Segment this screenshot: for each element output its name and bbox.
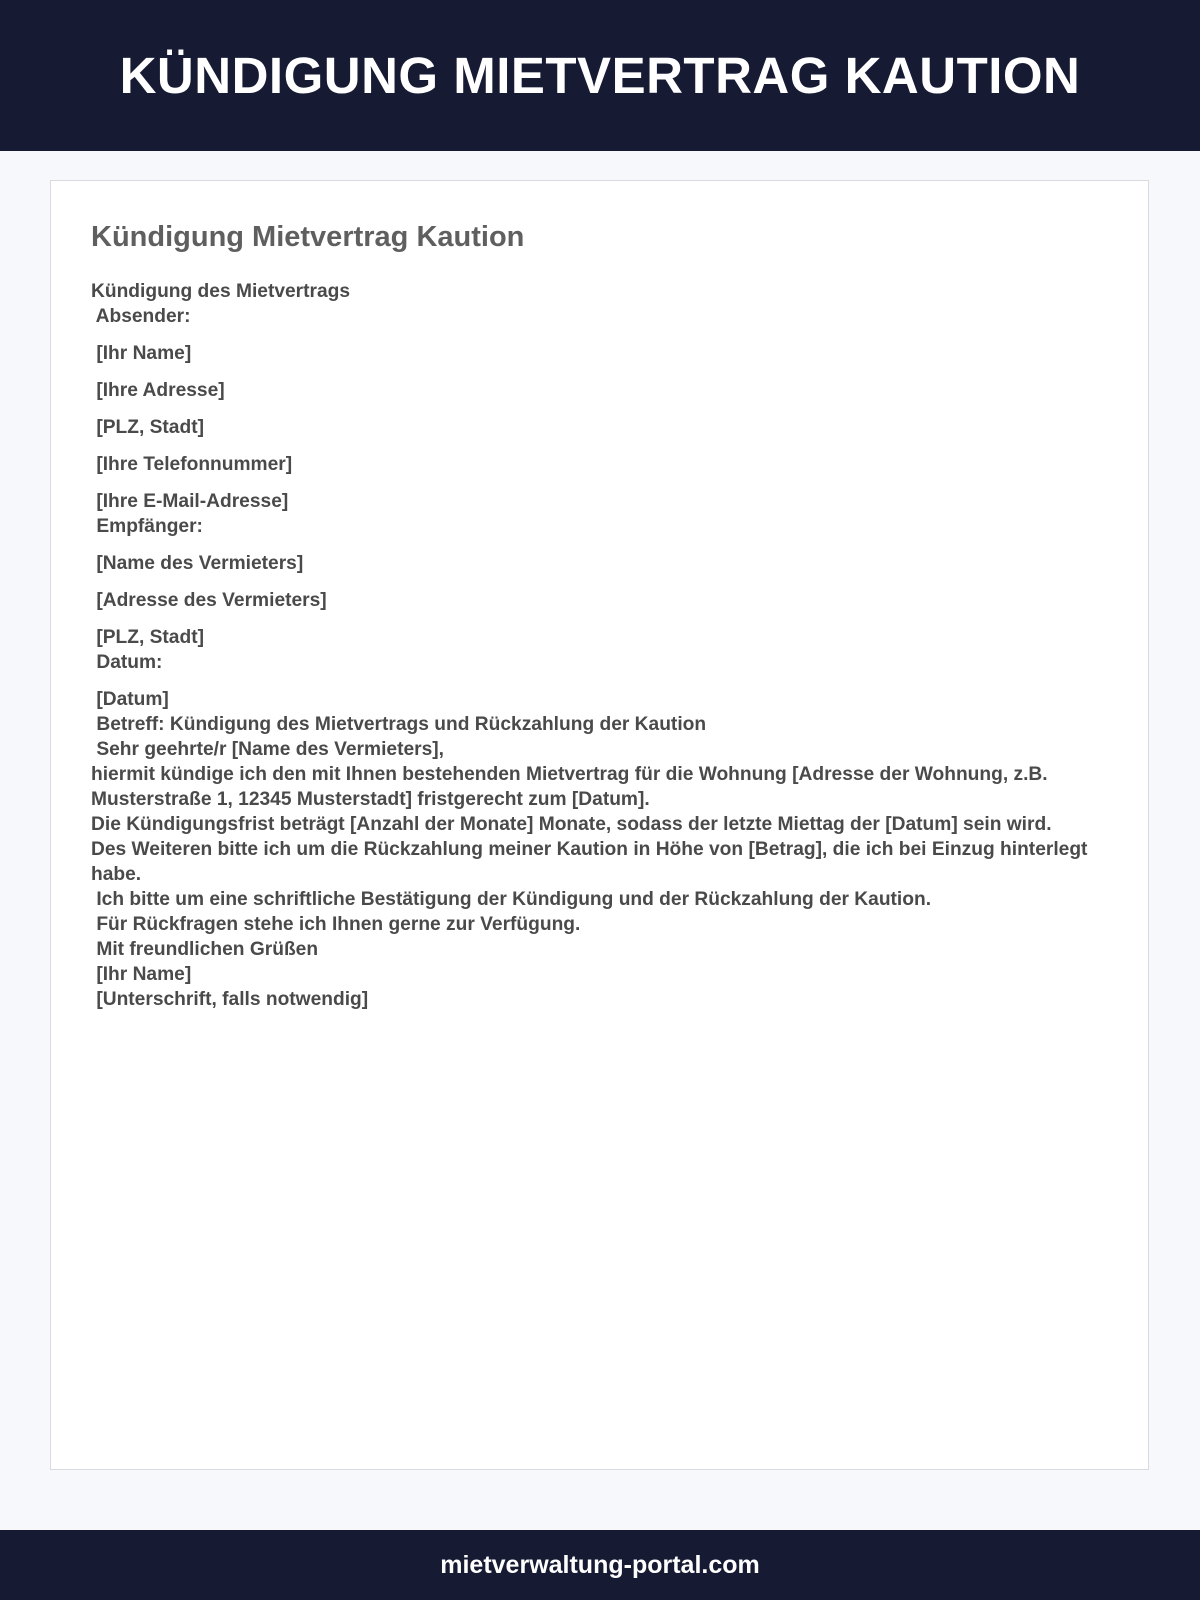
letter-line-date-label: Datum:	[91, 652, 163, 673]
letter-line-sender-phone: [Ihre Telefonnummer]	[91, 454, 293, 475]
letter-paragraph-notice-period: Die Kündigungsfrist beträgt [Anzahl der Monate] Monate, sodass der letzte Miettag der [Datum] sein wird.	[91, 814, 1052, 835]
document-heading: Kündigung Mietvertrag Kaution	[91, 221, 525, 253]
letter-line-recipient-address: [Adresse des Vermieters]	[91, 590, 327, 611]
letter-document	[50, 180, 1149, 1470]
letter-line-questions: Für Rückfragen stehe ich Ihnen gerne zur Verfügung.	[91, 914, 581, 935]
letter-line-signature: [Unterschrift, falls notwendig]	[91, 989, 369, 1010]
letter-line-subject: Betreff: Kündigung des Mietvertrags und Rückzahlung der Kaution	[91, 714, 707, 735]
letter-line-signature-name: [Ihr Name]	[91, 964, 192, 985]
letter-line-sender-address: [Ihre Adresse]	[91, 380, 225, 401]
banner-title: KÜNDIGUNG MIETVERTRAG KAUTION	[119, 47, 1081, 104]
letter-line-recipient-name: [Name des Vermieters]	[91, 553, 304, 574]
footer-site-name: mietverwaltung-portal.com	[440, 1550, 760, 1579]
letter-line-closing: Mit freundlichen Grüßen	[91, 939, 319, 960]
letter-line-date: [Datum]	[91, 689, 169, 710]
letter-line-subject-header: Kündigung des Mietvertrags	[91, 281, 351, 302]
title-banner	[0, 0, 1200, 151]
letter-line-recipient-label: Empfänger:	[91, 516, 203, 537]
letter-line-sender-label: Absender:	[91, 306, 191, 327]
letter-line-sender-name: [Ihr Name]	[91, 343, 192, 364]
letter-line-recipient-city: [PLZ, Stadt]	[91, 627, 204, 648]
letter-line-sender-city: [PLZ, Stadt]	[91, 417, 204, 438]
letter-paragraph-termination: hiermit kündige ich den mit Ihnen bestehenden Mietvertrag für die Wohnung [Adresse der Wohnung, z.B. Musterstraße 1, 12345 Musterstadt] fristgerecht zum [Datum].	[91, 764, 1048, 810]
letter-body	[91, 279, 1121, 1012]
letter-paragraph-deposit: Des Weiteren bitte ich um die Rückzahlung meiner Kaution in Höhe von [Betrag], die ich bei Einzug hinterlegt habe.	[91, 839, 1088, 885]
letter-line-salutation: Sehr geehrte/r [Name des Vermieters],	[91, 739, 444, 760]
letter-line-confirmation-request: Ich bitte um eine schriftliche Bestätigung der Kündigung und der Rückzahlung der Kaution.	[91, 889, 932, 910]
footer-bar	[0, 1530, 1200, 1600]
letter-line-sender-email: [Ihre E-Mail-Adresse]	[91, 491, 289, 512]
